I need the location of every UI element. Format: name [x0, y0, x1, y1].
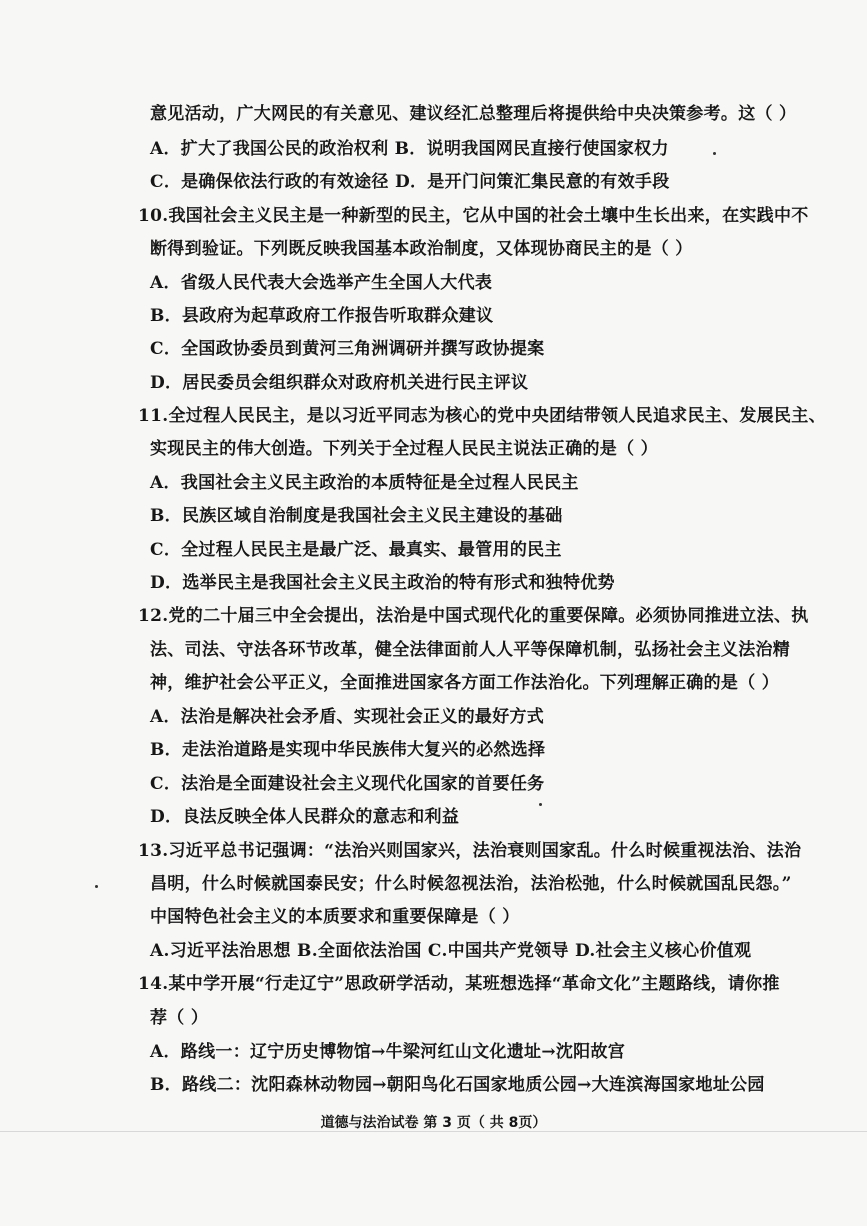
q10-option-d: D．居民委员会组织群众对政府机关进行民主评议 — [150, 373, 529, 393]
q10-option-c: C．全国政协委员到黄河三角洲调研并撰写政协提案 — [150, 339, 545, 359]
q11-option-a: A．我国社会主义民主政治的本质特征是全过程人民民主 — [150, 473, 579, 493]
q12-option-c: C．法治是全面建设社会主义现代化国家的首要任务 — [150, 774, 545, 794]
q9-stem-tail: 意见活动，广大网民的有关意见、建议经汇总整理后将提供给中央决策参考。这（ ） — [150, 104, 797, 124]
q10-stem-cont: 断得到验证。下列既反映我国基本政治制度，又体现协商民主的是（ ） — [150, 239, 693, 259]
q10-option-a: A．省级人民代表大会选举产生全国人大代表 — [150, 273, 493, 293]
q14-option-b: B．路线二：沈阳森林动物园→朝阳鸟化石国家地质公园→大连滨海国家地址公园 — [150, 1075, 765, 1095]
q14-stem-cont: 荐（ ） — [150, 1008, 209, 1028]
scan-speck — [539, 803, 542, 806]
q12-option-a: A．法治是解决社会矛盾、实现社会正义的最好方式 — [150, 707, 545, 727]
q13-options: A.习近平法治思想 B.全面依法治国 C.中国共产党领导 D.社会主义核心价值观 — [150, 941, 752, 961]
q10-option-b: B．县政府为起草政府工作报告听取群众建议 — [150, 306, 494, 326]
scan-speck — [713, 152, 716, 155]
q11-stem: 11.全过程人民民主，是以习近平同志为核心的党中央团结带领人民追求民主、发展民主、 — [138, 406, 826, 426]
q9-options-ab: A．扩大了我国公民的政治权利 B．说明我国网民直接行使国家权力 — [150, 139, 669, 159]
q12-stem: 12.党的二十届三中全会提出，法治是中国式现代化的重要保障。必须协同推进立法、执 — [138, 606, 809, 626]
q11-stem-cont: 实现民主的伟大创造。下列关于全过程人民民主说法正确的是（ ） — [150, 439, 658, 459]
q13-stem-cont-1: 昌明，什么时候就国泰民安；什么时候忽视法治，法治松弛，什么时候就国乱民怨。” — [150, 874, 792, 894]
q10-stem: 10.我国社会主义民主是一种新型的民主，它从中国的社会土壤中生长出来，在实践中不 — [138, 206, 809, 226]
page-footer: 道德与法治试卷 第 3 页（ 共 8页） — [320, 1115, 547, 1131]
q12-option-b: B．走法治道路是实现中华民族伟大复兴的必然选择 — [150, 740, 546, 760]
q13-stem: 13.习近平总书记强调：“法治兴则国家兴，法治衰则国家乱。什么时候重视法治、法治 — [138, 841, 802, 861]
q13-stem-cont-2: 中国特色社会主义的本质要求和重要保障是（ ） — [150, 907, 520, 927]
q14-option-a: A．路线一：辽宁历史博物馆→牛梁河红山文化遗址→沈阳故宫 — [150, 1042, 626, 1062]
q9-options-cd: C．是确保依法行政的有效途径 D．是开门问策汇集民意的有效手段 — [150, 172, 670, 192]
q12-option-d: D．良法反映全体人民群众的意志和利益 — [150, 807, 460, 827]
q12-stem-cont-2: 神，维护社会公平正义，全面推进国家各方面工作法治化。下列理解正确的是（ ） — [150, 673, 780, 693]
q11-option-b: B．民族区域自治制度是我国社会主义民主建设的基础 — [150, 506, 563, 526]
q14-stem: 14.某中学开展“行走辽宁”思政研学活动，某班想选择“革命文化”主题路线，请你推 — [138, 974, 780, 994]
scan-speck — [95, 885, 98, 888]
q12-stem-cont-1: 法、司法、守法各环节改革，健全法律面前人人平等保障机制，弘扬社会主义法治精 — [150, 640, 791, 660]
q11-option-d: D．选举民主是我国社会主义民主政治的特有形式和独特优势 — [150, 573, 615, 593]
q11-option-c: C．全过程人民民主是最广泛、最真实、最管用的民主 — [150, 540, 562, 560]
